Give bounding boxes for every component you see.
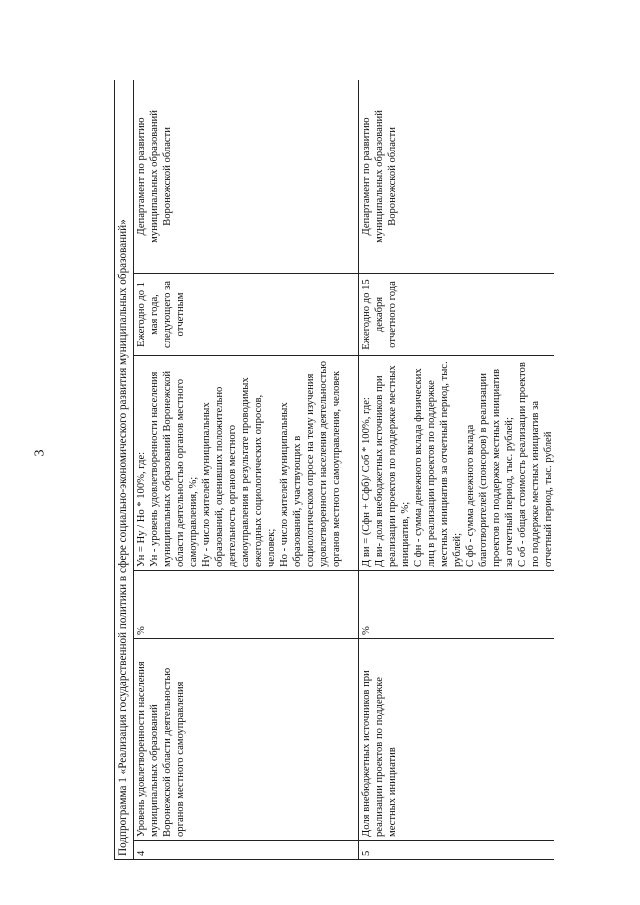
row-number: 4 bbox=[134, 841, 359, 860]
period-cell: Ежегодно до 1 мая года, следующего за отчетным bbox=[134, 274, 359, 356]
period-cell: Ежегодно до 15 декабря отчетного года bbox=[359, 274, 555, 356]
page-number: 3 bbox=[32, 449, 48, 457]
table-wrapper bbox=[114, 80, 554, 860]
row-number: 5 bbox=[359, 841, 555, 860]
rotated-table-area bbox=[114, 80, 554, 860]
formula-line: Д ви = (Сфн + Сфб)/ Соб * 100%, где: bbox=[361, 397, 372, 567]
formula-line: Но - число жителей муниципальных образований, участвующих в социологическом опросе на тему изучения удовлетворенности населения деятельностью органов местного самоуправления, человек bbox=[279, 360, 342, 567]
formula-line: С фб - сумма денежного вклада благотворителей (спонсоров) в реализации проектов по поддержке местных инициатив за отчетный период, тыс. рублей; bbox=[465, 369, 515, 567]
formula-line: С об - общая стоимость реализации проектов по поддержке местных инициатив за отчетный период, тыс. рублей bbox=[517, 362, 554, 567]
table-row bbox=[134, 80, 359, 860]
formula-line: С фн - сумма денежного вклада физических лиц в реализации проектов по поддержке местных инициатив за отчетный период, тыс. рублей; bbox=[413, 361, 463, 567]
subprogram-header: Подпрограмма 1 «Реализация государственной политики в сфере социально-экономического развития муниципальных образований» bbox=[115, 80, 134, 860]
unit-cell: % bbox=[359, 571, 555, 639]
responsible-cell: Департамент по развитию муниципальных образований Воронежской области bbox=[134, 80, 359, 274]
indicator-name: Уровень удовлетворенности населения муниципальных образований Воронежской области деятельностью органов местного самоуправления bbox=[134, 639, 359, 841]
formula-line: Ну - число жителей муниципальных образований, оценивших положительно деятельность органов местного самоуправления в результате проводимых ежегодных социологических опросов, человек; bbox=[201, 377, 277, 567]
indicators-table bbox=[114, 80, 554, 860]
subprogram-header-row bbox=[115, 80, 134, 860]
formula-line: Д ви- доля внебюджетных источников при реализации проектов по поддержке местных инициатив, %; bbox=[374, 365, 411, 567]
formula-line: Ун = Ну / Но * 100%, где: bbox=[136, 451, 147, 567]
indicator-name: Доля внебюджетных источников при реализации проектов по поддержке местных инициатив bbox=[359, 639, 555, 841]
formula-cell bbox=[134, 356, 359, 571]
table-row bbox=[359, 80, 555, 860]
responsible-cell: Департамент по развитию муниципальных образований Воронежской области bbox=[359, 80, 555, 274]
formula-line: Ун - уровень удовлетворенности населения муниципальных образований Воронежской области деятельностью органов местного самоуправления, %; bbox=[149, 370, 199, 567]
formula-cell bbox=[359, 356, 555, 571]
unit-cell: % bbox=[134, 571, 359, 639]
